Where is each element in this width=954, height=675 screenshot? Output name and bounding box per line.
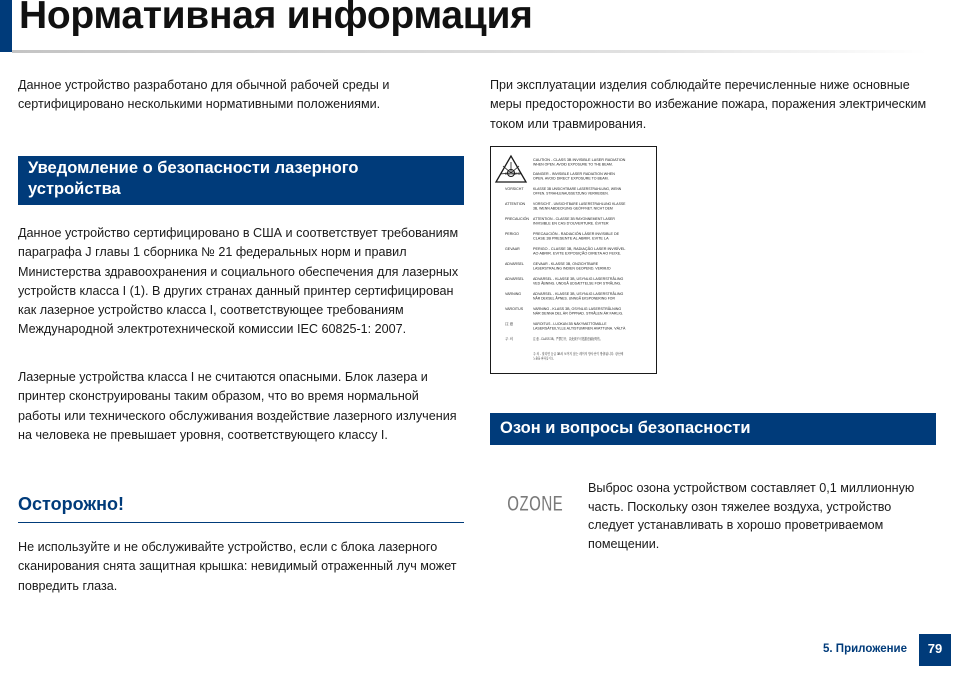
label-line: OPEN. AVOID DIRECT EXPOSURE TO BEAM.	[533, 176, 609, 181]
label-line: ADVARSEL - KLASSE 3B, USYNLIG LASERSTRÅLING	[533, 292, 623, 296]
label-line: ADVARSEL - KLASSE 3B, USYNLIG LASERSTRÅLING	[533, 277, 623, 281]
label-line: VED ÅBNING. UNDGÅ UDSÆTTELSE FOR STRÅLING.	[533, 281, 625, 286]
label-line: PRECAUCIÓN - RADIACIÓN LÁSER INVISIBLE DE	[533, 232, 618, 236]
label-line: 3B, WENN ABDECKUNG GEÖFFNET. NICHT DEM	[533, 206, 613, 211]
label-language-code: VORSICHT	[505, 187, 524, 191]
footer-chapter: 5. Приложение	[823, 643, 907, 655]
label-line: 주 의 - 열리면 등급 3B의 보이지 않는 레이저 방사선이 방출됩니다. 광선에	[533, 352, 648, 356]
title-accent-bar	[0, 0, 12, 52]
label-line: VORSICHT - UNSICHTBARE LASERSTRAHLUNG KLASSE	[533, 202, 626, 206]
label-line: KLASSE 3B UNSICHTBARE LASERSTRAHLUNG, WENN	[533, 187, 622, 191]
label-line: CLASE 3B PRESENTE AL ABRIR. EVITE LA	[533, 236, 610, 241]
label-language-code: GEVAAR	[505, 247, 520, 251]
ozone-safety-heading	[490, 413, 936, 445]
title-divider	[12, 50, 927, 53]
laser-hazard-icon	[496, 156, 526, 182]
svg-text:OZONE: OZONE	[507, 491, 563, 516]
label-language-code: ADVARSEL	[505, 262, 524, 266]
laser-safety-heading-text: Уведомление о безопасности лазерного устройства	[28, 159, 359, 198]
label-language-code: VARNING	[505, 292, 522, 296]
laser-paragraph-1: Данное устройство сертифицировано в США и соответствует требованиям параграфа J главы 1 сборника № 21 федеральных норм и правил Министерства здравоохранения и социального обеспечения для лазерных устройств класса I (1). В других странах данный принтер сертифицирован как лазерное устройство класса I, соответствующее требованиям Международной электротехнической комиссии IEC 60825-1: 2007.	[18, 226, 459, 337]
label-line: GEVAAR - KLASSE 3B, ONZICHTBARE	[533, 262, 599, 266]
ozone-paragraph: Выброс озона устройством составляет 0,1 миллионную часть. Поскольку озон тяжелее воздуха, устройство следует устанавливать в хорошо проветриваемом помещении.	[588, 481, 915, 551]
laser-paragraph-2: Лазерные устройства класса I не считаются опасными. Блок лазера и принтер сконструированы таким образом, что во время нормальной работы или технического обслуживания воздействие лазерного излучения на человека не превышает уровня, соответствующего классу I.	[18, 370, 457, 442]
label-language-code: VAROITUS	[505, 307, 524, 311]
label-language-code: DANGER	[505, 172, 521, 176]
ozone-safety-heading-text: Озон и вопросы безопасности	[500, 419, 751, 437]
label-line: OFFEN. STRAHLENAUSSETZUNG VERMEIDEN.	[533, 191, 609, 196]
laser-warning-label	[490, 146, 657, 374]
caution-paragraph: Не используйте и не обслуживайте устройство, если с блока лазерного сканирования снята защитная крышка: невидимый отраженный луч может повредить глаза.	[18, 540, 457, 593]
caution-heading: Осторожно!	[18, 494, 124, 514]
label-line: CAUTION - CLASS 3B INVISIBLE LASER RADIATION	[533, 158, 626, 162]
label-line: LASERSÄTEILYLLE ALTISTUMINEN AVATTUNA. VÄLTÄ	[533, 326, 626, 331]
label-line: PERIGO - CLASSE 3B, RADIAÇÃO LASER INVISÍVEL	[533, 247, 622, 251]
label-line: 注 意 - CLASS 3B。严禁打开，以免被不可见激光辐射灼伤。	[533, 337, 630, 341]
label-line: 노출을 피하십시오.	[533, 356, 563, 361]
label-language-code: ATTENTION	[505, 202, 526, 206]
laser-warning-label-text	[505, 158, 648, 361]
label-language-code: 주 의	[505, 337, 513, 341]
laser-safety-heading	[18, 156, 464, 205]
page-number: 79	[919, 634, 951, 666]
label-line: INVISIBLE EN CAS D'OUVERTURE. ÉVITER	[533, 221, 607, 226]
caution-divider	[18, 522, 464, 523]
intro-paragraph: Данное устройство разработано для обычной рабочей среды и сертифицировано несколькими нормативными положениями.	[18, 78, 390, 112]
precautions-paragraph: При эксплуатации изделия соблюдайте перечисленные ниже основные меры предосторожности во избежание пожара, поражения электрическим током или травмирования.	[490, 78, 927, 131]
label-language-code: PERIGO	[505, 232, 519, 236]
label-line: NÅR DEKSEL ÅPNES. UNNGÅ EKSPONERING FOR	[533, 296, 620, 301]
page-title: Нормативная информация	[19, 0, 533, 37]
label-language-code: PRECAUCIÓN	[505, 217, 529, 221]
label-line: LASERSTRALING INDIEN GEOPEND. VERMIJD	[533, 266, 612, 271]
label-language-code: ADVARSEL	[505, 277, 524, 281]
label-line: ATTENTION - CLASSE 3B RAYONNEMENT LASER	[533, 217, 616, 221]
label-line: AO ABRIR. EVITE EXPOSIÇÃO DIRETA AO FEIXE.	[533, 251, 617, 256]
label-language-code: 注 意	[505, 322, 514, 326]
label-line: NÄR DENNA DEL ÄR ÖPPNAD. STRÅLEN ÄR FARLIG.	[533, 311, 624, 316]
label-line: VAROITUS - LUOKAN 3B NÄKYMÄTTÖMÄLLE	[533, 322, 608, 326]
laser-warning-label-graphic	[491, 147, 658, 375]
label-line: VARNING - KLASS 3B, OSYNLIG LASERSTRÅLNING	[533, 307, 621, 311]
ozone-icon	[506, 488, 564, 518]
label-line: DANGER - INVISIBLE LASER RADIATION WHEN	[533, 172, 616, 176]
label-line: WHEN OPEN. AVOID EXPOSURE TO THE BEAM.	[533, 162, 613, 167]
